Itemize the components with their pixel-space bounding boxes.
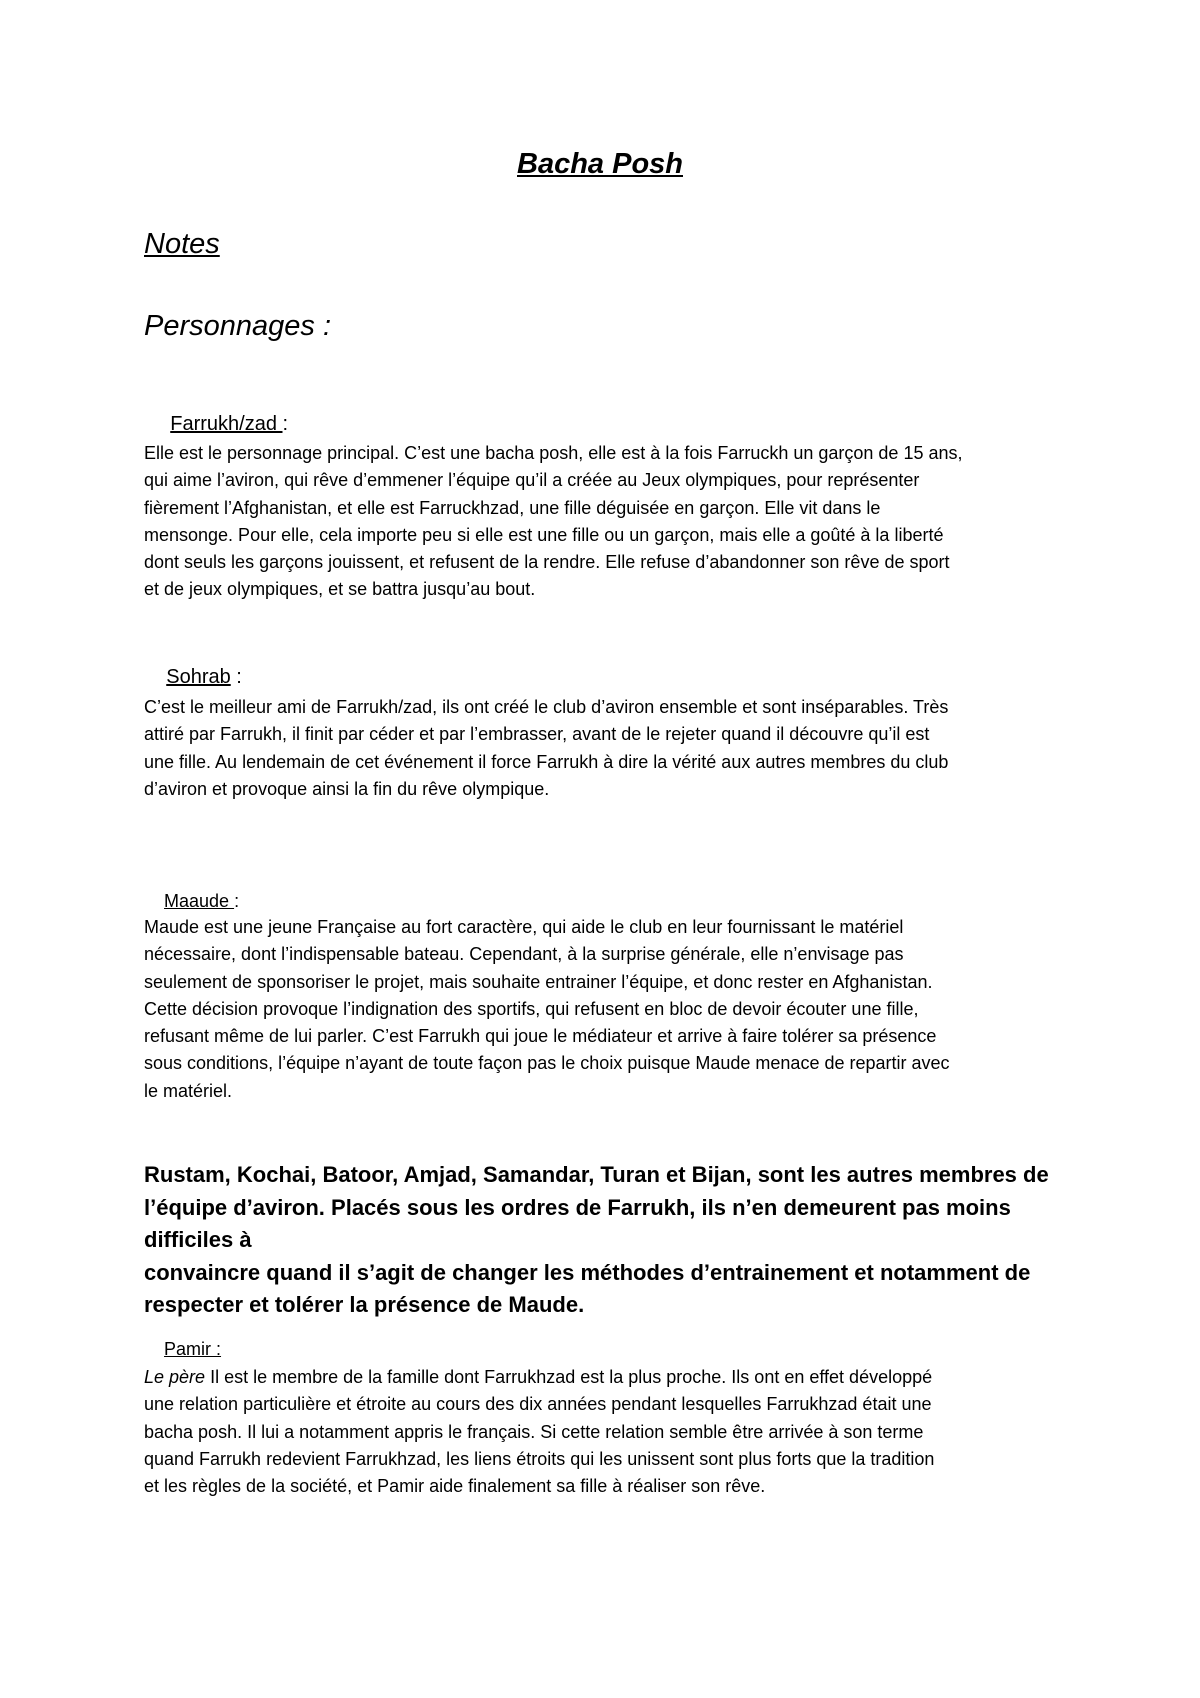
document-title: Bacha Posh [517, 148, 683, 180]
character-name-farrukh: Farrukh/zad [170, 413, 283, 435]
pamir-text: Il est le membre de la famille dont Farrukhzad est la plus proche. Ils ont en effet développé une relation particulière et étroite au cours des dix années pendant lesquelles Farrukhzad était une bacha posh. Il lui a notamment appris le français. Si cette relation semble être arrivée à son terme quand Farrukh redevient Farrukhzad, les liens étroits qui les unissent sont plus forts que la tradition et les règles de la société, et Pamir aide finalement sa fille à réaliser son rêve. [144, 1367, 935, 1497]
character-description-sohrab: C’est le meilleur ami de Farrukh/zad, ils ont créé le club d’aviron ensemble et sont inséparables. Très attiré par Farrukh, il finit par céder et par l’embrasser, avant de le rejeter quand il découvre qu’il est une fille. Au lendemain de cet événement il force Farrukh à dire la vérité aux autres membres du club d’aviron et provoque ainsi la fin du rêve olympique. [144, 697, 949, 799]
character-description-farrukh: Elle est le personnage principal. C’est une bacha posh, elle est à la fois Farruckh un garçon de 15 ans, qui aime l’aviron, qui rêve d’emmener l’équipe qu’il a créée au Jeux olympiques, pour représenter fièrement l’Afghanistan, et elle est Farruckhzad, une fille déguisée en garçon. Elle vit dans le mensonge. Pour elle, cela importe peu si elle est une fille ou un garçon, mais elle a goûté à la liberté dont seuls les garçons jouissent, et refusent de la rendre. Elle refuse d’abandonner son rêve de sport et de jeux olympiques, et se battra jusqu’au bout. [144, 443, 963, 600]
character-separator: : [234, 891, 240, 911]
character-name-sohrab: Sohrab [166, 666, 231, 688]
section-heading-notes: Notes [144, 228, 220, 260]
character-name-maude: Maaude [164, 891, 235, 911]
character-separator: : [230, 666, 242, 688]
character-description-pamir [144, 1364, 1074, 1500]
character-description-maude: Maude est une jeune Française au fort caractère, qui aide le club en leur fournissant le matériel nécessaire, dont l’indispensable bateau. Cependant, à la surprise générale, elle n’envisage pas seulement de sponsoriser le projet, mais souhaite entrainer l’équipe, et donc rester en Afghanistan. Cette décision provoque l’indignation des sportifs, qui refusent en bloc de devoir écouter une fille, refusant même de lui parler. C’est Farrukh qui joue le médiateur et arrive à faire tolérer sa présence sous conditions, l’équipe n’ayant de toute façon pas le choix puisque Maude menace de repartir avec le matériel. [144, 917, 950, 1101]
character-name-pamir: Pamir : [164, 1339, 222, 1359]
team-members-paragraph: Rustam, Kochai, Batoor, Amjad, Samandar, Turan et Bijan, sont les autres membres de l’équipe d’aviron. Placés sous les ordres de Farrukh, ils n’en demeurent pas moins difficiles à convaincre quand il s’agit de changer les méthodes d’entrainement et notamment de respecter et tolérer la présence de Maude. [144, 1162, 1049, 1317]
character-separator: : [282, 413, 289, 435]
pamir-lead-italic: Le père [144, 1367, 206, 1387]
section-heading-characters: Personnages : [144, 310, 332, 342]
